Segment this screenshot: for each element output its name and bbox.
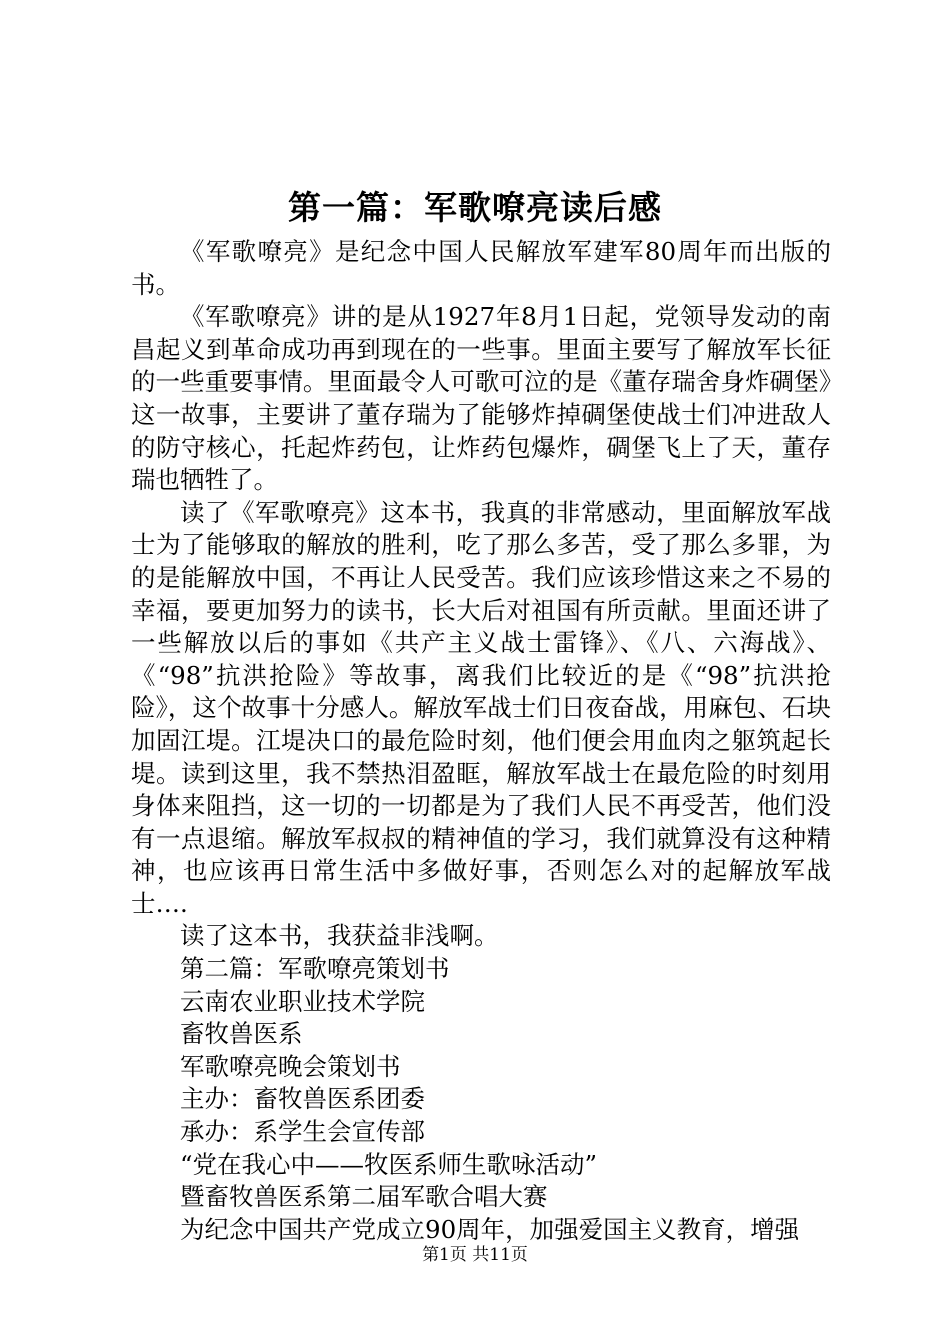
department-name: 畜牧兽医系	[180, 1019, 303, 1049]
purpose-line: 为纪念中国共产党成立90周年，加强爱国主义教育，增强	[180, 1214, 800, 1244]
paragraph-conclusion: 读了这本书，我获益非浅啊。	[180, 921, 499, 951]
school-name: 云南农业职业技术学院	[180, 986, 425, 1016]
paragraph-reflection: 读了《军歌嘹亮》这本书，我真的非常感动，里面解放军战士为了能够取的解放的胜利，吃了那么多苦，受了那么多罪，为的是能解放中国，不再让人民受苦。我们应该珍惜这来之不易的幸福，要更加努力的读书，长大后对祖国有所贡献。里面还讲了一些解放以后的事如《共产主义战士雷锋》、《八、六海战》、《“98”抗洪抢险》等故事，离我们比较近的是《“98”抗洪抢险》，这个故事十分感人。解放军战士们日夜奋战，用麻包、石块加固江堤。江堤决口的最危险时刻，他们便会用血肉之躯筑起长堤。读到这里，我不禁热泪盈眶，解放军战士在最危险的时刻用身体来阻挡，这一切的一切都是为了我们人民不再受苦，他们没有一点退缩。解放军叔叔的精神值的学习，我们就算没有这种精神，也应该再日常生活中多做好事，否则怎么对的起解放军战士….	[131, 497, 831, 918]
paragraph-summary: 《军歌嘹亮》讲的是从1927年8月1日起，党领导发动的南昌起义到革命成功再到现在的一些事。里面主要写了解放军长征的一些重要事情。里面最令人可歌可泣的是《董存瑞舍身炸碉堡》这一故事，主要讲了董存瑞为了能够炸掉碉堡使战士们冲进敌人的防守核心，托起炸药包，让炸药包爆炸，碉堡飞上了天，董存瑞也牺牲了。	[131, 302, 831, 495]
undertaker-line: 承办：系学生会宣传部	[180, 1117, 425, 1147]
organizer-line: 主办：畜牧兽医系团委	[180, 1084, 425, 1114]
section-two-heading: 第二篇：军歌嘹亮策划书	[180, 954, 450, 984]
paragraph-intro: 《军歌嘹亮》是纪念中国人民解放军建军80周年而出版的书。	[131, 237, 831, 299]
event-theme-line: “党在我心中——牧医系师生歌咏活动”	[180, 1149, 598, 1179]
plan-title: 军歌嘹亮晚会策划书	[180, 1051, 401, 1081]
document-title: 第一篇：军歌嘹亮读后感	[288, 188, 662, 227]
page-footer: 第1页 共11页	[422, 1245, 528, 1265]
document-body	[131, 236, 831, 1246]
event-subtitle-line: 暨畜牧兽医系第二届军歌合唱大赛	[180, 1182, 548, 1212]
